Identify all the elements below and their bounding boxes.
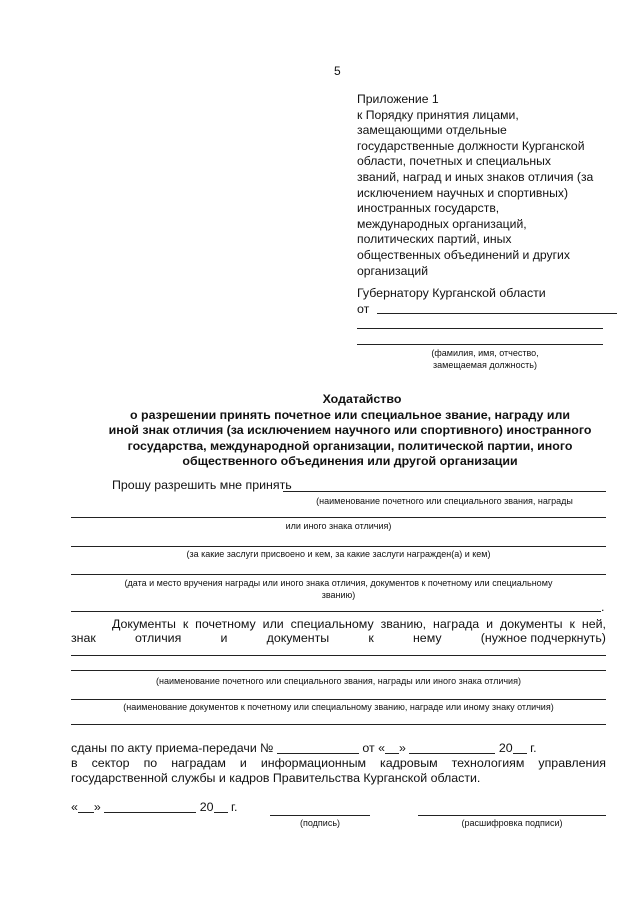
date-quote-close: » — [93, 800, 101, 814]
from-field-line-3[interactable] — [357, 344, 603, 345]
caption-signature: (подпись) — [299, 818, 341, 828]
from-row — [357, 301, 617, 317]
signature-year-suffix: г. — [230, 800, 238, 814]
act-year-field[interactable] — [513, 741, 527, 754]
documents-field-2[interactable] — [71, 670, 606, 671]
title-main: Ходатайство — [322, 392, 402, 406]
handover-line-3: государственной службы и кадров Правительства Курганской области. — [71, 771, 481, 785]
appendix-line: замещающими отдельные — [357, 123, 507, 138]
signature-day-field[interactable] — [78, 800, 94, 813]
documents-field-4[interactable] — [71, 724, 606, 725]
handover-from: от « — [362, 741, 386, 755]
appendix-header — [357, 92, 617, 279]
doc-word: нему — [412, 631, 442, 645]
doc-word-underline-note: (нужное подчеркнуть) — [480, 631, 606, 645]
appendix-line: к Порядку принятия лицами, — [357, 107, 519, 122]
doc-word: к — [368, 631, 374, 645]
award-name-field-2[interactable] — [71, 517, 606, 518]
from-field-line-2[interactable] — [357, 328, 603, 329]
signature-month-field[interactable] — [104, 800, 196, 813]
title-line: общественного объединения или другой организации — [182, 454, 518, 469]
caption-merits: (за какие заслуги присвоено и кем, за какие заслуги награжден(а) и кем) — [186, 549, 491, 559]
act-day-field[interactable] — [385, 741, 399, 754]
signature-year: 20 — [199, 800, 214, 814]
merits-field[interactable] — [71, 546, 606, 547]
doc-word: знак — [71, 631, 96, 645]
petition-title — [60, 392, 640, 470]
documents-field-1[interactable] — [71, 655, 606, 656]
handover-quote-close: » — [399, 741, 406, 755]
title-line: о разрешении принять почетное или специальное звание, награду или — [130, 407, 570, 422]
caption-documents: (наименование документов к почетному или специальному званию, награде или иному знаку отличия) — [123, 702, 554, 712]
appendix-line: общественных объединений и других — [357, 247, 570, 262]
doc-word: и — [220, 631, 228, 645]
act-number-field[interactable] — [277, 741, 359, 754]
doc-word: документы — [266, 631, 330, 645]
request-text: Прошу разрешить мне принять — [112, 478, 292, 492]
award-name-field[interactable] — [283, 491, 606, 492]
documents-line-1: Документы к почетному или специальному званию, награда и документы к ней, — [112, 617, 606, 631]
appendix-line: международных организаций, — [357, 216, 527, 231]
date-place-field[interactable] — [71, 574, 606, 575]
documents-field-3[interactable] — [71, 699, 606, 700]
from-label: от — [357, 302, 370, 316]
title-line: иной знак отличия (за исключением научного или спортивного) иностранного — [108, 423, 592, 438]
page-number: 5 — [334, 64, 341, 78]
handover-year-suffix: г. — [530, 741, 537, 755]
doc-word: отличия — [135, 631, 182, 645]
caption-signature-decoding: (расшифровка подписи) — [461, 818, 563, 828]
appendix-line: организаций — [357, 263, 429, 278]
date-place-field-2[interactable] — [71, 611, 601, 612]
signature-field[interactable] — [270, 815, 370, 816]
appendix-line: исключением научных и спортивных) — [357, 185, 569, 200]
appendix-line: званий, наград и иных знаков отличия (за — [357, 169, 594, 184]
handover-line-1 — [71, 741, 606, 756]
appendix-line: политических партий, иных — [357, 232, 512, 247]
documents-line-2 — [71, 631, 606, 646]
handover-line-2: в сектор по наградам и информационным кадровым технологиям управления — [71, 756, 606, 770]
appendix-line: Приложение 1 — [357, 92, 439, 106]
handover-text: сданы по акту приема-передачи № — [71, 741, 274, 755]
line-end-period: . — [601, 600, 605, 614]
date-quote-open: « — [71, 800, 78, 814]
act-month-field[interactable] — [409, 741, 495, 754]
caption-award-other: или иного знака отличия) — [285, 521, 392, 531]
caption-award-name: (наименование почетного или специального звания, награды — [316, 496, 573, 506]
addressee-caption: (фамилия, имя, отчество, замещаемая должность) — [431, 348, 539, 370]
signature-decoding-field[interactable] — [418, 815, 606, 816]
signature-date — [71, 800, 237, 815]
appendix-line: области, почетных и специальных — [357, 154, 552, 169]
handover-year: 20 — [498, 741, 513, 755]
appendix-line: иностранных государств, — [357, 201, 500, 216]
title-line: государства, международной организации, политической партии, иного — [127, 438, 573, 453]
signature-year-field[interactable] — [214, 800, 228, 813]
from-field[interactable] — [377, 301, 617, 314]
addressee-block — [357, 285, 617, 317]
caption-award-title: (наименование почетного или специального звания, награды или иного знака отличия) — [156, 676, 521, 686]
appendix-line: государственные должности Курганской — [357, 138, 585, 153]
addressee-to: Губернатору Курганской области — [357, 286, 546, 300]
caption-date-place: (дата и место вручения награды или иного знака отличия, документов к почетному или специальному званию) — [124, 578, 553, 600]
